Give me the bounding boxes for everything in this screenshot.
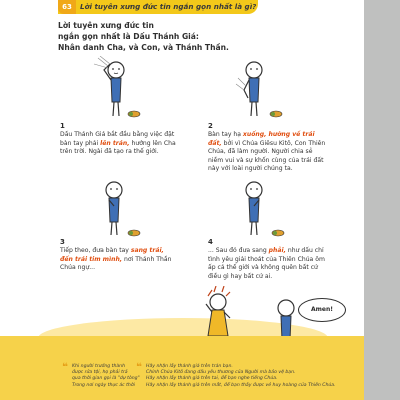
step-text-3: Tiếp theo, đưa bàn tay sang trái, đến trái tim mình, nơi Thánh Thần Chúa ngự... — [60, 247, 172, 272]
intro-line: Nhân danh Cha, và Con, và Thánh Thần. — [58, 43, 229, 52]
step-number: 2 — [208, 122, 213, 130]
amen-speech-bubble: Amen! — [298, 298, 346, 322]
adjacent-page-edge — [364, 0, 400, 400]
intro-line: ngắn gọn nhất là Dấu Thánh Giá: — [58, 32, 199, 41]
question-number: 63 — [58, 0, 76, 14]
step-text-2: Bàn tay hạ xuống, hướng về trái đất, bởi vì Chúa Giêsu Kitô, Con Thiên Chúa, đã làm người. Người chia sẻ niềm vui và sự khốn cùng của trái đất này với loài người chúng ta. — [208, 131, 326, 173]
figure-step-3 — [84, 178, 144, 238]
figure-step-2 — [222, 56, 292, 120]
step-text-1: Dấu Thánh Giá bắt đầu bằng việc đặt bàn tay phải lên trán, hướng lên Cha trên trời. Ngài đã tạo ra thế giới. — [60, 131, 176, 156]
step-text-4: ... Sau đó đưa sang phải, như dấu chỉ tình yêu giải thoát của Thiên Chúa ôm ấp cả thế giới và không quên bất cứ điều gì hay bất cứ ai. — [208, 247, 325, 280]
quote-icon: ❝ — [136, 362, 142, 373]
intro-text — [58, 20, 238, 53]
step-number: 3 — [60, 238, 65, 246]
footer-right-text: Hãy nhận lấy thánh giá trên trán bạn. Chính Chúa Kitô đang dấu yêu thương của Người mà bảo vệ bạn. Hãy nhận lấy thánh giá trên tai, để bạn nghe tiếng Chúa. Hãy nhận lấy thánh giá trên mắt, để bạn thấy được vẻ huy hoàng của Thiên Chúa. — [146, 364, 336, 388]
step-number: 4 — [208, 238, 213, 246]
figure-step-1 — [84, 56, 144, 120]
figure-step-4 — [222, 178, 292, 238]
step-number: 1 — [60, 122, 65, 130]
question-title: Lời tuyên xưng đức tin ngắn gọn nhất là gì? — [80, 2, 257, 11]
quote-icon: ❝ — [62, 362, 68, 373]
intro-line: Lời tuyên xưng đức tin — [58, 21, 154, 30]
footer-left-text: Khi người trưởng thành được rửa tội, họ phải trả qua thời gian gọi là "dự tòng" Trong nơi ngày thực ác thời — [72, 364, 140, 388]
